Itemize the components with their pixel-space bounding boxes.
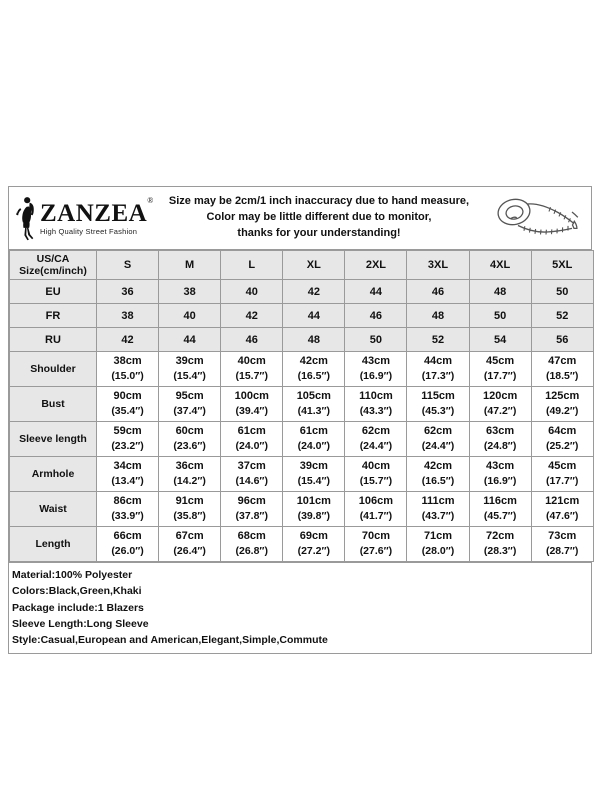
table-cell: 36 [97,280,159,304]
value-cm: 105cm [296,390,331,403]
table-cell [531,492,593,527]
table-cell [345,387,407,422]
value-cm: 43cm [361,355,390,368]
value-cm: 120cm [482,390,518,403]
registered-mark: ® [147,196,154,206]
row-label-sleeve-length: Sleeve length [10,422,97,457]
value-inch: (17.3″) [421,370,455,383]
table-cell [407,387,469,422]
value-inch: (23.2″) [111,440,144,453]
table-cell: 48 [469,280,531,304]
row-label-armhole: Armhole [10,457,97,492]
value-inch: (39.4″) [235,405,268,418]
row-label-ru: RU [10,328,97,352]
value-inch: (15.0″) [111,370,144,383]
value-cm: 101cm [296,495,331,508]
value-cm: 70cm [361,530,390,543]
value-cm: 61cm [237,425,266,438]
table-cell: 42 [97,328,159,352]
table-cell [345,352,407,387]
value-cm: 39cm [175,355,204,368]
tape-measure-illustration [481,195,591,241]
table-cell: 46 [345,304,407,328]
table-cell [469,457,531,492]
brand-logo [9,195,157,241]
table-cell [283,352,345,387]
value-inch: (15.4″) [297,475,331,488]
value-cm: 121cm [545,495,580,508]
value-inch: (14.6″) [235,475,268,488]
value-cm: 39cm [299,460,328,473]
table-cell [221,422,283,457]
value-inch: (47.2″) [483,405,517,418]
table-cell [469,492,531,527]
table-cell [345,422,407,457]
table-cell [407,492,469,527]
size-header-4xl: 4XL [469,251,531,280]
table-cell [159,387,221,422]
value-inch: (16.5″) [297,370,331,383]
table-cell: 48 [283,328,345,352]
value-inch: (16.5″) [421,475,455,488]
value-cm: 86cm [113,495,142,508]
value-cm: 69cm [299,530,328,543]
value-cm: 91cm [175,495,204,508]
table-cell [221,352,283,387]
value-cm: 44cm [423,355,453,368]
table-cell [221,527,283,562]
table-cell [97,352,159,387]
table-cell: 48 [407,304,469,328]
size-header-5xl: 5XL [531,251,593,280]
value-inch: (23.6″) [173,440,206,453]
value-inch: (35.8″) [173,510,206,523]
value-inch: (25.2″) [545,440,579,453]
value-cm: 61cm [299,425,328,438]
value-inch: (14.2″) [173,475,206,488]
value-cm: 45cm [486,355,515,368]
value-cm: 72cm [486,530,515,543]
value-cm: 64cm [548,425,577,438]
table-cell: 38 [159,280,221,304]
product-detail-line: Package include:1 Blazers [12,601,144,614]
table-cell: 50 [345,328,407,352]
table-row [10,387,594,422]
table-cell [469,352,531,387]
table-cell [469,527,531,562]
value-cm: 38cm [113,355,142,368]
product-detail-line: Colors:Black,Green,Khaki [12,585,142,598]
table-cell: 56 [531,328,593,352]
table-cell [159,492,221,527]
table-row [10,352,594,387]
table-cell [407,352,469,387]
table-cell [221,492,283,527]
tape-measure-icon [488,195,584,241]
row-label-bust: Bust [10,387,97,422]
table-cell: 52 [407,328,469,352]
value-inch: (18.5″) [545,370,579,383]
value-inch: (43.3″) [359,405,393,418]
table-cell: 42 [283,280,345,304]
table-cell: 46 [221,328,283,352]
value-cm: 62cm [423,425,453,438]
table-cell [469,422,531,457]
disclaimer-line-1: Size may be 2cm/1 inch inaccuracy due to hand measure, [168,195,470,208]
disclaimer-line-3: thanks for your understanding! [237,226,401,239]
value-inch: (17.7″) [483,370,517,383]
value-cm: 106cm [358,495,394,508]
table-row [10,422,594,457]
value-inch: (39.8″) [297,510,331,523]
brand-name [40,196,154,227]
table-cell: 54 [469,328,531,352]
value-cm: 116cm [483,495,517,508]
product-detail-line: Sleeve Length:Long Sleeve [12,617,149,630]
size-header-l: L [221,251,283,280]
size-chart [8,186,592,654]
measurements-table [9,250,594,562]
row-label-shoulder: Shoulder [10,352,97,387]
table-cell: 40 [159,304,221,328]
value-cm: 47cm [548,355,577,368]
table-cell [531,352,593,387]
value-cm: 100cm [234,390,269,403]
table-cell [283,527,345,562]
table-cell: 46 [407,280,469,304]
value-inch: (26.0″) [111,545,144,558]
value-inch: (33.9″) [111,510,144,523]
table-header-row [10,251,594,280]
value-cm: 115cm [421,390,455,403]
size-header-s: S [97,251,159,280]
value-inch: (26.8″) [235,545,268,558]
value-inch: (37.4″) [173,405,206,418]
table-cell [283,492,345,527]
table-cell [345,527,407,562]
table-cell [531,387,593,422]
value-cm: 60cm [175,425,204,438]
table-cell: 44 [345,280,407,304]
value-inch: (35.4″) [111,405,144,418]
value-cm: 111cm [421,495,455,508]
chart-header-band [9,187,591,250]
disclaimer-line-2: Color may be little different due to monitor, [206,211,432,224]
value-cm: 40cm [361,460,390,473]
table-cell [97,422,159,457]
value-inch: (24.0″) [235,440,268,453]
value-inch: (16.9″) [359,370,393,383]
table-cell [97,492,159,527]
table-cell [159,457,221,492]
table-cell: 44 [283,304,345,328]
value-cm: 37cm [237,460,266,473]
product-details [9,562,591,653]
measurement-disclaimer [157,194,481,242]
value-cm: 62cm [361,425,390,438]
table-cell [159,422,221,457]
row-label-fr: FR [10,304,97,328]
size-header-xl: XL [283,251,345,280]
value-inch: (17.7″) [545,475,579,488]
size-header-3xl: 3XL [407,251,469,280]
value-cm: 42cm [423,460,453,473]
table-cell: 44 [159,328,221,352]
table-cell [221,387,283,422]
table-row [10,304,594,328]
table-cell: 50 [469,304,531,328]
table-cell [221,457,283,492]
table-cell: 52 [531,304,593,328]
table-cell [531,422,593,457]
value-inch: (16.9″) [483,475,517,488]
table-cell [283,457,345,492]
row-label-waist: Waist [10,492,97,527]
table-row [10,527,594,562]
size-header-2xl: 2XL [345,251,407,280]
table-cell [283,387,345,422]
value-cm: 96cm [237,495,266,508]
table-cell [159,527,221,562]
value-cm: 90cm [113,390,142,403]
value-cm: 43cm [486,460,515,473]
value-cm: 34cm [113,460,142,473]
value-inch: (47.6″) [545,510,579,523]
value-inch: (49.2″) [545,405,579,418]
value-inch: (24.0″) [297,440,331,453]
table-cell [407,422,469,457]
product-detail-line: Material:100% Polyester [12,569,133,581]
value-cm: 67cm [175,530,204,543]
table-cell [407,457,469,492]
table-cell [531,527,593,562]
value-inch: (13.4″) [111,475,144,488]
table-row [10,492,594,527]
woman-silhouette-icon [15,195,39,241]
value-cm: 73cm [548,530,577,543]
brand-tagline: High Quality Street Fashion [40,226,138,236]
table-cell [345,492,407,527]
value-cm: 36cm [175,460,204,473]
value-inch: (27.2″) [297,545,331,558]
value-inch: (45.3″) [421,405,455,418]
value-cm: 59cm [113,425,142,438]
value-inch: (24.8″) [483,440,517,453]
table-cell [345,457,407,492]
table-cell [531,457,593,492]
table-cell [159,352,221,387]
table-cell [97,457,159,492]
value-cm: 45cm [548,460,577,473]
value-cm: 66cm [113,530,142,543]
value-inch: (26.4″) [173,545,206,558]
value-cm: 71cm [423,530,453,543]
value-cm: 63cm [486,425,515,438]
value-inch: (28.7″) [545,545,579,558]
value-cm: 125cm [545,390,580,403]
value-inch: (41.3″) [297,405,331,418]
table-row [10,328,594,352]
value-inch: (41.7″) [359,510,393,523]
brand-name-text: ZANZEA [40,199,148,227]
table-corner-header: US/CA Size(cm/inch) [10,251,97,280]
value-inch: (24.4″) [359,440,393,453]
table-cell: 50 [531,280,593,304]
table-cell: 42 [221,304,283,328]
table-row [10,280,594,304]
value-inch: (45.7″) [483,510,517,523]
table-cell [97,527,159,562]
value-inch: (28.3″) [483,545,517,558]
table-row [10,457,594,492]
value-cm: 42cm [299,355,328,368]
value-inch: (27.6″) [359,545,393,558]
value-inch: (15.7″) [235,370,268,383]
table-cell: 40 [221,280,283,304]
value-inch: (24.4″) [421,440,455,453]
table-cell [97,387,159,422]
value-inch: (37.8″) [235,510,268,523]
value-inch: (43.7″) [421,510,455,523]
table-cell: 38 [97,304,159,328]
value-cm: 40cm [237,355,266,368]
product-detail-line: Style:Casual,European and American,Elegant,Simple,Commute [12,634,328,647]
value-inch: (15.4″) [173,370,206,383]
value-inch: (28.0″) [421,545,455,558]
row-label-eu: EU [10,280,97,304]
value-cm: 110cm [359,390,393,403]
table-cell [283,422,345,457]
table-cell [407,527,469,562]
table-cell [469,387,531,422]
size-header-m: M [159,251,221,280]
value-cm: 95cm [175,390,204,403]
row-label-length: Length [10,527,97,562]
value-inch: (15.7″) [359,475,393,488]
value-cm: 68cm [237,530,266,543]
